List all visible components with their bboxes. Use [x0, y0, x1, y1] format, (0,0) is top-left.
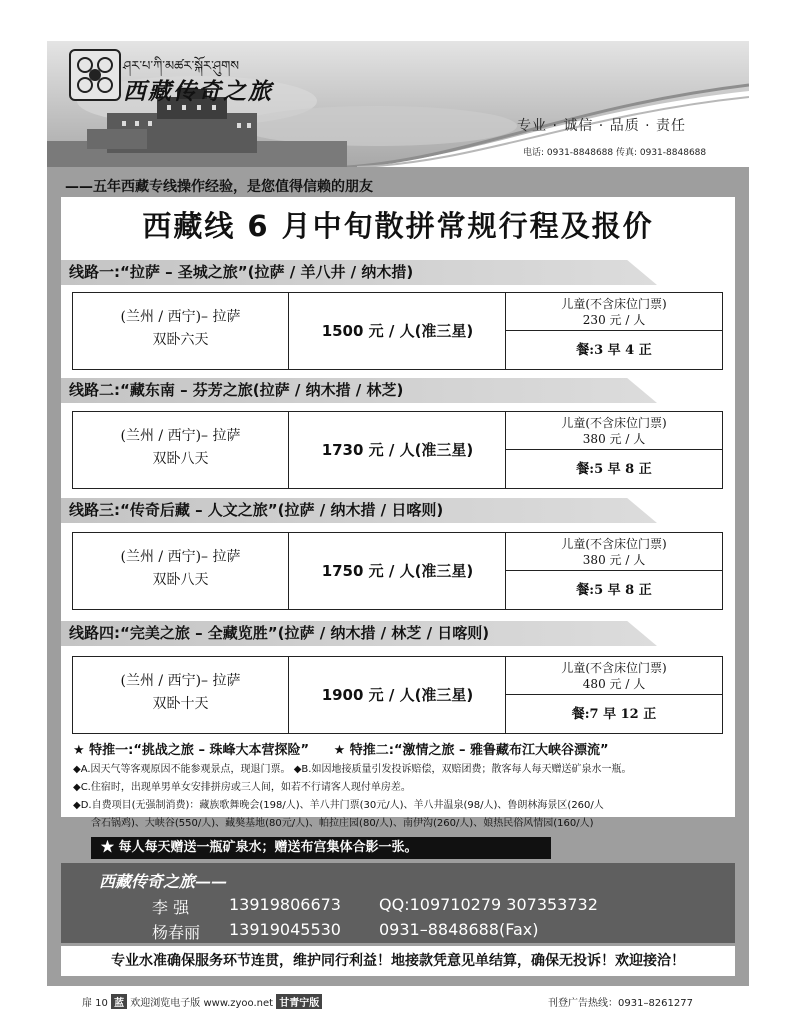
route-4-title: 线路四:“完美之旅 – 全藏览胜”(拉萨 / 纳木措 / 林芝 / 日喀则) — [69, 624, 490, 642]
route-1-origin-cell — [73, 293, 289, 369]
route-1-price: 1500 元 / 人(准三星) — [290, 293, 506, 369]
route-3-child-label: 儿童(不含床位门票) — [561, 537, 667, 551]
route-4-duration: 双卧十天 — [152, 696, 209, 712]
guarantee-line: 专业水准确保服务环节连贯，维护同行利益！地接款凭意见单结算，确保无投诉！欢迎接洽！ — [61, 946, 735, 976]
route-2-child-label: 儿童(不含床位门票) — [561, 416, 667, 430]
route-3-duration: 双卧八天 — [152, 572, 209, 588]
contact-fax: 0931–8848688(Fax) — [379, 920, 539, 939]
footer-edition-badge: 甘青宁版 — [276, 994, 322, 1009]
route-3-child-cell — [506, 533, 722, 571]
route-2-meals: 餐:5 早 8 正 — [576, 462, 652, 477]
feature-1: ★ 特推一:“挑战之旅 – 珠峰大本营探险” — [73, 743, 310, 758]
trust-line: ——五年西藏专线操作经验，是您值得信赖的朋友 — [65, 179, 373, 195]
route-2-price: 1730 元 / 人(准三星) — [290, 412, 506, 488]
footer-welcome: 欢迎浏览电子版 www.zyoo.net — [130, 998, 274, 1009]
footer-badge-blue: 蓝 — [111, 994, 127, 1009]
note-d-line-2: 含石锅鸡)、大峡谷(550/人)、藏獒基地(80元/人)、帕拉庄园(80/人)、南伊沟(260/人)、娘热民俗风情园(160/人) — [91, 818, 594, 829]
logo-tibetan-text: ཤར་པ་ཀི་མཚར་སྐོར་ཤུགས — [123, 59, 240, 74]
featured-trips — [73, 739, 609, 758]
route-1-duration: 双卧六天 — [152, 332, 209, 348]
route-4-child-price: 480 元 / 人 — [582, 677, 646, 691]
note-c: ◆C.住宿时，出现单男单女安排拼房或三人间，如若不行请客人现付单房差。 — [73, 782, 411, 793]
contact-2-phone: 13919045530 — [229, 920, 341, 939]
route-4-child-cell — [506, 657, 722, 695]
promo-banner: ★ 每人每天赠送一瓶矿泉水；赠送布宫集体合影一张。 — [91, 837, 551, 859]
footer-left — [82, 994, 322, 1009]
route-4-price: 1900 元 / 人(准三星) — [290, 657, 506, 733]
route-2-child-cell — [506, 412, 722, 450]
note-a-b: ◆A.因天气等客观原因不能参观景点，现退门票。 ◆B.如因地接质量引发投诉赔偿，双赔团费；散客每人每天赠送矿泉水一瓶。 — [73, 764, 632, 775]
route-4-origin-cell — [73, 657, 289, 733]
route-2-title: 线路二:“藏东南 – 芬芳之旅(拉萨 / 纳木措 / 林芝) — [69, 381, 404, 399]
route-2-duration: 双卧八天 — [152, 451, 209, 467]
route-1-meals: 餐:3 早 4 正 — [576, 343, 652, 358]
route-2-origin-cell — [73, 412, 289, 488]
contact-brand: 西藏传奇之旅—— — [99, 872, 228, 891]
footer-hotline: 刊登广告热线：0931–8261277 — [548, 998, 693, 1009]
route-3-child-price: 380 元 / 人 — [582, 553, 646, 567]
contact-1-phone: 13919806673 — [229, 895, 341, 914]
route-1-origin: (兰州 / 西宁)– 拉萨 — [120, 309, 241, 325]
route-1-table — [72, 292, 723, 370]
header-banner — [47, 41, 749, 167]
route-3-origin-cell — [73, 533, 289, 609]
route-3-origin: (兰州 / 西宁)– 拉萨 — [120, 549, 241, 565]
route-2-origin: (兰州 / 西宁)– 拉萨 — [120, 428, 241, 444]
route-3-table — [72, 532, 723, 610]
footer-page: 扉 10 — [82, 998, 108, 1009]
route-2-table — [72, 411, 723, 489]
contact-1-name: 李 强 — [152, 898, 190, 917]
route-1-title: 线路一:“拉萨 – 圣城之旅”(拉萨 / 羊八井 / 纳木措) — [69, 263, 414, 281]
contact-2-name: 杨春丽 — [152, 923, 201, 942]
route-4-child-label: 儿童(不含床位门票) — [561, 661, 667, 675]
route-3-price: 1750 元 / 人(准三星) — [290, 533, 506, 609]
note-d-line-1: ◆D.自费项目(无强制消费)：藏族歌舞晚会(198/人)、羊八井门票(30元/人)、羊八井温泉(98/人)、鲁朗林海景区(260/人 — [73, 800, 604, 811]
route-1-child-label: 儿童(不含床位门票) — [561, 297, 667, 311]
contact-qq: QQ:109710279 307353732 — [379, 895, 598, 914]
route-1-child-price: 230 元 / 人 — [582, 313, 646, 327]
header-contact: 电话: 0931-8848688 传真: 0931-8848688 — [523, 148, 707, 158]
route-4-table — [72, 656, 723, 734]
route-1-child-cell — [506, 293, 722, 331]
page-title: 西藏线 6 月中旬散拼常规行程及报价 — [142, 209, 654, 243]
logo-chinese-text: 西藏传奇之旅 — [123, 78, 273, 105]
feature-2: ★ 特推二:“激情之旅 – 雅鲁藏布江大峡谷漂流” — [333, 743, 609, 758]
route-3-title: 线路三:“传奇后藏 – 人文之旅”(拉萨 / 纳木措 / 日喀则) — [69, 501, 444, 519]
route-4-meals: 餐:7 早 12 正 — [571, 707, 657, 722]
advert-page — [47, 41, 749, 986]
route-4-origin: (兰州 / 西宁)– 拉萨 — [120, 673, 241, 689]
route-2-child-price: 380 元 / 人 — [582, 432, 646, 446]
route-3-meals: 餐:5 早 8 正 — [576, 583, 652, 598]
logo-knot-icon — [69, 49, 121, 101]
slogan: 专业 · 诚信 · 品质 · 责任 — [517, 118, 687, 134]
